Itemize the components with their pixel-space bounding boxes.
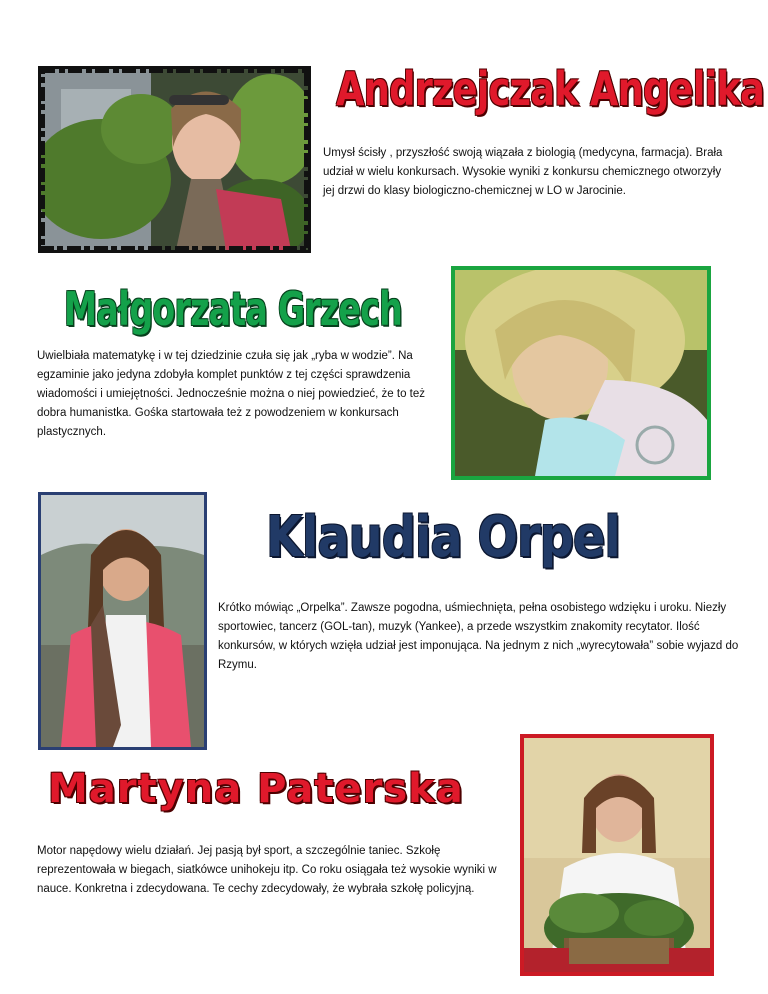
profile-bio-angelika: Umysł ścisły , przyszłość swoją wiązała z biologią (medycyna, farmacja). Brała udział w wielu konkursach. Wysokie wyniki z konkursu chemicznego otworzyły jej drzwi do klasy biologiczno-chemicznej w LO w Jarocinie. bbox=[323, 147, 723, 197]
profile-name-malgorzata: Małgorzata Grzech bbox=[64, 282, 402, 336]
profile-bio-martyna: Motor napędowy wielu działań. Jej pasją był sport, a szczególnie taniec. Szkołę reprezentowała w biegach, siatkówce unihokeju itp. Co roku osiągała też wysokie wyniki w nauce. Konkretna i zdecydowana. Te cechy zdecydowały, że wybrała szkołę policyjną. bbox=[37, 845, 497, 895]
profile-name-klaudia: Klaudia Orpel bbox=[266, 505, 620, 570]
profile-name-martyna: Martyna Paterska bbox=[48, 766, 464, 812]
portrait-photo-klaudia bbox=[38, 492, 207, 750]
profile-name-angelika: Andrzejczak Angelika bbox=[336, 62, 765, 116]
profile-bio-malgorzata: Uwielbiała matematykę i w tej dziedzinie czuła się jak „ryba w wodzie”. Na egzaminie jako jedyna zdobyła komplet punktów z tej części sprawdzenia wiadomości i umiejętności. Jednocześnie można o niej powiedzieć, że to też dobra humanistka. Gośka startowała też z powodzeniem w konkursach plastycznych. bbox=[37, 350, 426, 438]
portrait-photo-malgorzata bbox=[451, 266, 711, 480]
profile-bio-klaudia: Krótko mówiąc „Orpelka”. Zawsze pogodna, uśmiechnięta, pełna osobistego wdzięku i uroku. Niezły sportowiec, tancerz (GOL-tan), muzyk (Yankee), a przede wszystkim znakomity recytator. Ilość konkursów, w których wzięła udział jest imponująca. Na jednym z nich „wyrecytowała” sobie wyjazd do Rzymu. bbox=[218, 602, 739, 671]
portrait-photo-martyna bbox=[520, 734, 714, 976]
portrait-photo-angelika bbox=[38, 66, 311, 253]
